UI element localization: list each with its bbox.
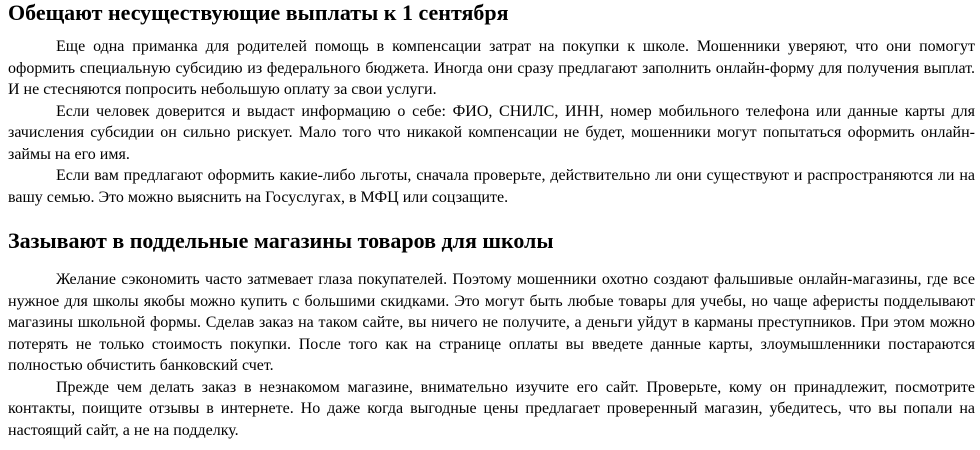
section-fake-payments [8,0,975,208]
paragraph: Еще одна приманка для родителей помощь в компенсации затрат на покупки к школе. Мошенники уверяют, что они помогут оформить специальную субсидию из федерального бюджета. Иногда они сразу предлагают заполнить онлайн-форму для получения выплат. И не стесняются попросить небольшую оплату за свои услуги. [8,38,975,98]
paragraph: Прежде чем делать заказ в незнакомом магазине, внимательно изучите его сайт. Проверьте, кому он принадлежит, посмотрите контакты, поищите отзывы в интернете. Но даже когда выгодные цены предлагает проверенный магазин, убедитесь, что вы попали на настоящий сайт, а не на подделку. [8,378,975,439]
paragraph: Если человек доверится и выдаст информацию о себе: ФИО, СНИЛС, ИНН, номер мобильного телефона или данные карты для зачисления субсидии он сильно рискует. Мало того что никакой компенсации не будет, мошенники могут попытаться оформить онлайн-займы на его имя. [8,102,975,163]
section-heading: Обещают несуществующие выплаты к 1 сентября [8,0,509,25]
paragraph: Желание сэкономить часто затмевает глаза покупателей. Поэтому мошенники охотно создают фальшивые онлайн-магазины, где все нужное для школы якобы можно купить с большими скидками. Это могут быть любые товары для учебы, но чаще аферисты подделывают магазины школьной формы. Сделав заказ на таком сайте, вы ничего не получите, а деньги уйдут в карманы преступников. При этом можно потерять не только стоимость покупки. После того как на странице оплаты вы введете данные карты, злоумышленники постараются полностью обчистить банковский счет. [8,271,975,374]
paragraph: Если вам предлагают оформить какие-либо льготы, сначала проверьте, действительно ли они существуют и распространяются ли на вашу семью. Это можно выяснить на Госуслугах, в МФЦ или соцзащите. [8,167,975,206]
section-heading: Зазывают в поддельные магазины товаров для школы [8,228,554,253]
article-body [8,0,975,441]
section-fake-shops [8,228,975,441]
